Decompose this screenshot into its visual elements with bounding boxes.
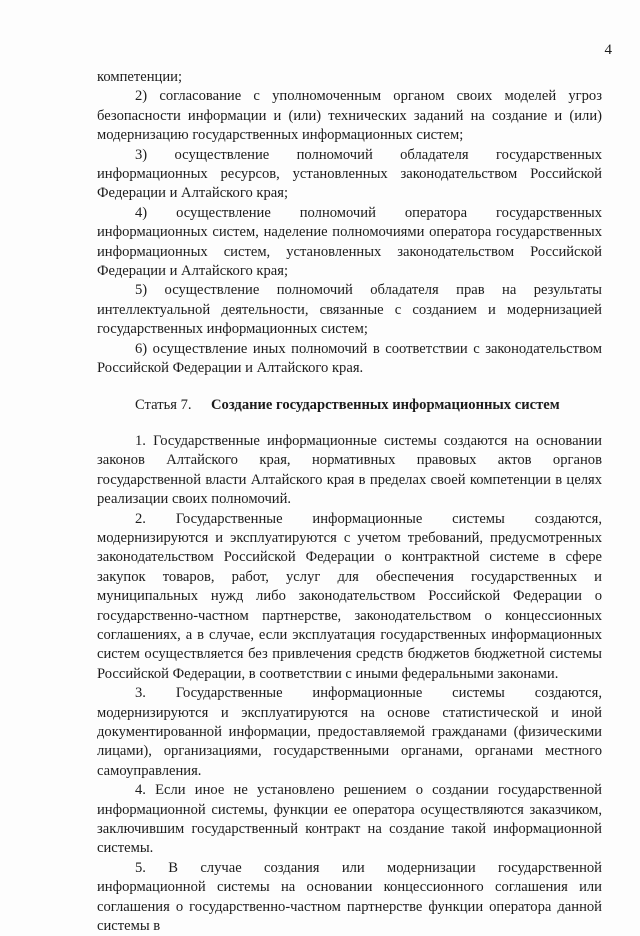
paragraph-item-4: 4) осуществление полномочий оператора государственных информационных систем, наделение полномочиями оператора государственных информационных систем, установленных законодательством Российской Федерации и Алтайского края; (97, 204, 602, 280)
paragraph-item-2: 2) согласование с уполномоченным органом своих моделей угроз безопасности информации и (или) технических заданий на создание и (или) модернизацию государственных информационных систем; (97, 88, 602, 144)
article-number: Статья 7. (135, 396, 192, 413)
article-title: Создание государственных информационных систем (211, 396, 560, 413)
paragraph-item-5: 5) осуществление полномочий обладателя прав на результаты интеллектуальной деятельности, связанные с созданием и модернизацией государственных информационных систем; (97, 282, 602, 338)
paragraph-item-3: 3) осуществление полномочий обладателя государственных информационных ресурсов, установленных законодательством Российской Федерации и Алтайского края; (97, 146, 602, 202)
paragraph-clause-4: 4. Если иное не установлено решением о создании государственной информационной системы, функции ее оператора осуществляются заказчиком, заключившим государственный контракт на создание такой информационной системы. (97, 782, 602, 857)
paragraph-continuation: компетенции; (97, 69, 183, 85)
document-body (97, 68, 602, 936)
paragraph-item-6: 6) осуществление иных полномочий в соответствии с законодательством Российской Федерации и Алтайского края. (97, 340, 602, 377)
page-number: 4 (604, 42, 612, 58)
paragraph-clause-1: 1. Государственные информационные системы создаются на основании законов Алтайского края, нормативных правовых актов органов государственной власти Алтайского края в пределах своей компетенции в целях реализации своих полномочий. (97, 432, 602, 508)
paragraph-clause-3: 3. Государственные информационные системы создаются, модернизируются и эксплуатируются на основе статистической и иной документированной информации, предоставляемой гражданами (физическими лицами), организациями, государственными органами, органами местного самоуправления. (97, 685, 602, 779)
paragraph-clause-5: 5. В случае создания или модернизации государственной информационной системы на основании концессионного соглашения или соглашения о государственно-частном партнерстве функции оператора данной системы в (97, 859, 602, 935)
article-heading (97, 396, 602, 415)
paragraph-clause-2: 2. Государственные информационные системы создаются, модернизируются и эксплуатируются с учетом требований, предусмотренных законодательством Российской Федерации о контрактной системе в сфере закупок товаров, работ, услуг для обеспечения государственных и муниципальных нужд либо законодательством Российской Федерации о государственно-частном партнерстве, законодательством о концессионных соглашениях, а в случае, если эксплуатация государственных информационных систем осуществляется без привлечения средств бюджетов бюджетной системы Российской Федерации, в соответствии с иными федеральными законами. (97, 510, 602, 682)
